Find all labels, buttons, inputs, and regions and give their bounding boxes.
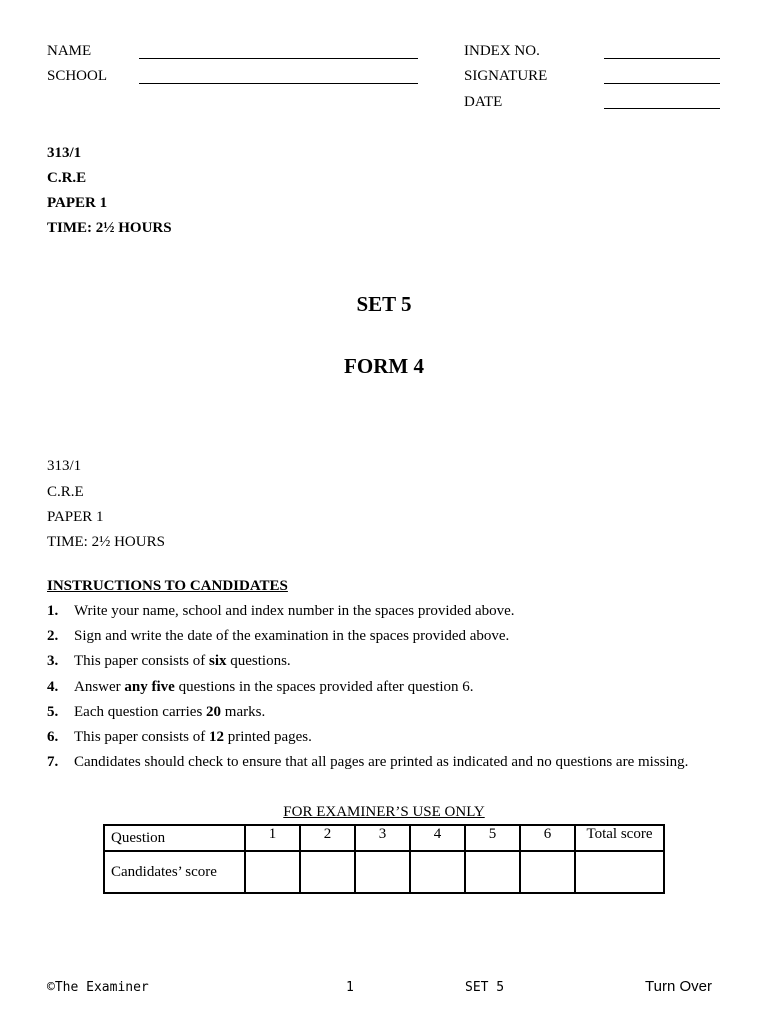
total-score-cell[interactable]: [575, 851, 664, 893]
instruction-number: 7.: [47, 754, 59, 771]
examiner-heading: FOR EXAMINER’S USE ONLY: [283, 804, 485, 820]
score-cell[interactable]: [300, 851, 355, 893]
question-number: 5: [465, 825, 520, 851]
set-title: SET 5: [356, 292, 412, 316]
instruction-emphasis: 12: [208, 729, 224, 745]
footer-page-number: 1: [346, 980, 354, 995]
instruction-text: [74, 653, 291, 670]
instruction-number: 4.: [47, 678, 59, 695]
instruction-number: 2.: [47, 628, 59, 645]
score-cell[interactable]: [410, 851, 465, 893]
question-row: [104, 825, 664, 851]
question-number: 2: [300, 825, 355, 851]
instruction-text: Sign and write the date of the examination in the spaces provided above.: [74, 628, 510, 645]
instruction-text: [74, 704, 265, 721]
question-number: 1: [245, 825, 300, 851]
date-label: DATE: [464, 94, 503, 110]
index-field[interactable]: [604, 58, 720, 59]
question-number: 6: [520, 825, 575, 851]
paper-code: 313/1: [47, 145, 82, 161]
instruction-text: [74, 679, 474, 696]
score-cell[interactable]: [465, 851, 520, 893]
instruction-number: 3.: [47, 653, 59, 670]
paper-number: PAPER 1: [47, 195, 108, 211]
paper-number-2: PAPER 1: [47, 509, 104, 525]
instruction-text-part: This paper consists of: [74, 729, 209, 745]
instruction-text-part: Each question carries: [74, 703, 207, 720]
instruction-text: Candidates should check to ensure that all pages are printed as indicated and no questions are missing.: [74, 754, 689, 771]
candidate-score-row: [104, 851, 664, 893]
instruction-text: Write your name, school and index number in the spaces provided above.: [74, 603, 515, 619]
signature-label: SIGNATURE: [464, 68, 548, 84]
instruction-text: [74, 729, 312, 746]
instruction-text-part: printed pages.: [223, 729, 312, 745]
time-allowed: TIME: 2½ HOURS: [47, 220, 172, 236]
index-label: INDEX NO.: [464, 43, 540, 59]
instruction-text-part: questions in the spaces provided after question 6.: [174, 678, 474, 695]
name-field[interactable]: [139, 58, 418, 59]
score-cell[interactable]: [520, 851, 575, 893]
school-label: SCHOOL: [47, 68, 108, 84]
instruction-text-part: questions.: [226, 653, 291, 670]
instructions-heading: INSTRUCTIONS TO CANDIDATES: [47, 578, 288, 594]
subject-2: C.R.E: [47, 484, 84, 500]
instruction-emphasis: 20: [206, 703, 222, 720]
instruction-number: 5.: [47, 703, 59, 720]
form-title: FORM 4: [344, 354, 424, 378]
score-cell[interactable]: [245, 851, 300, 893]
name-label: NAME: [47, 43, 92, 59]
footer-copyright: ©The Examiner: [47, 980, 149, 995]
instruction-number: 1.: [47, 603, 59, 619]
candidate-score-label: Candidates’ score: [104, 851, 245, 893]
time-allowed-2: TIME: 2½ HOURS: [47, 534, 165, 550]
subject: C.R.E: [47, 170, 87, 186]
date-field[interactable]: [604, 108, 720, 109]
instruction-emphasis: six: [208, 653, 227, 670]
instruction-text-part: This paper consists of: [74, 653, 209, 670]
question-number: 3: [355, 825, 410, 851]
footer-turn-over: Turn Over: [645, 978, 712, 995]
instruction-emphasis: any five: [124, 678, 175, 695]
instruction-text-part: marks.: [221, 703, 266, 720]
school-field[interactable]: [139, 83, 418, 84]
footer-set: SET 5: [465, 980, 505, 995]
signature-field[interactable]: [604, 83, 720, 84]
paper-code-2: 313/1: [47, 458, 82, 474]
score-cell[interactable]: [355, 851, 410, 893]
score-table: [103, 824, 665, 894]
instruction-text-part: Answer: [74, 678, 125, 695]
instruction-number: 6.: [47, 729, 59, 745]
total-score-label: Total score: [575, 825, 664, 851]
question-label: Question: [104, 825, 245, 851]
question-number: 4: [410, 825, 465, 851]
